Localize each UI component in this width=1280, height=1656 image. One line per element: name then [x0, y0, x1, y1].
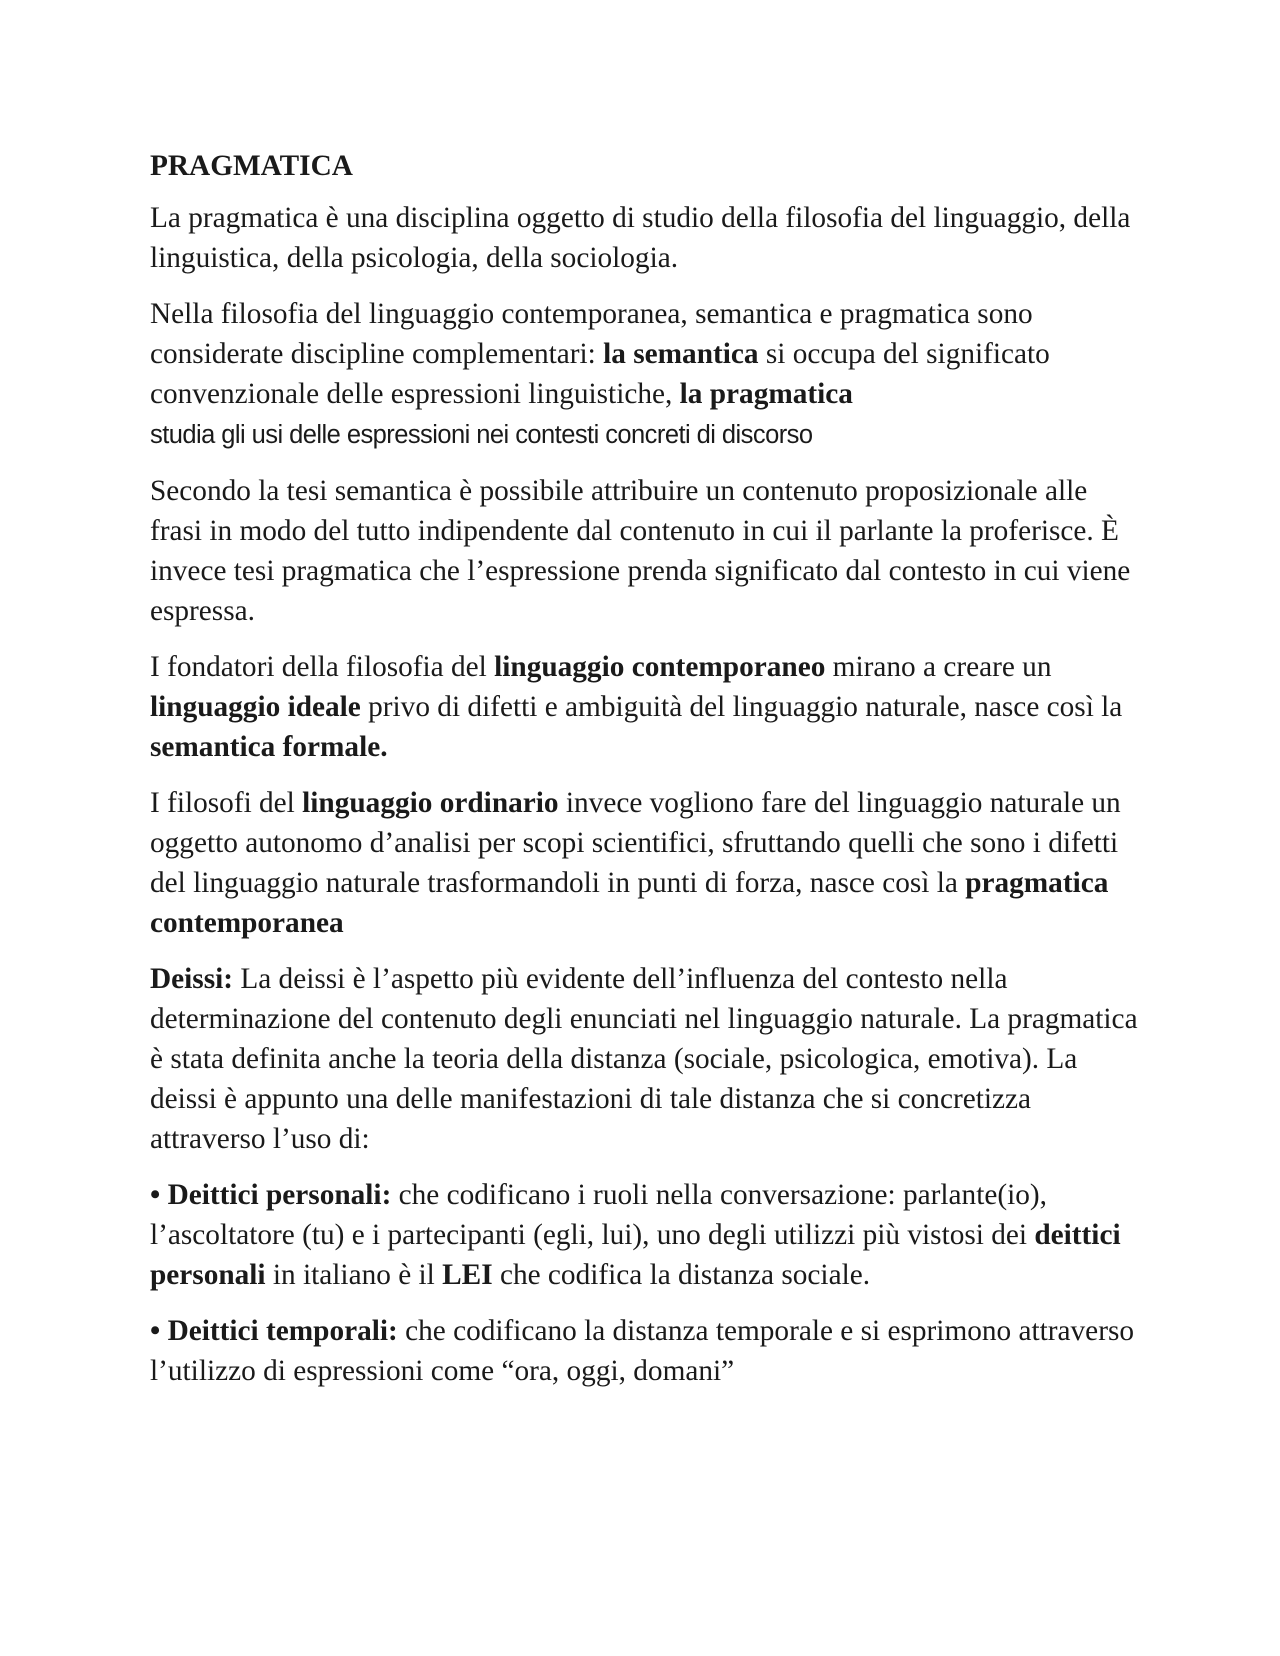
bold-term-pragmatica-contemporanea: pragmatica contemporanea — [150, 867, 1109, 939]
bold-term-pragmatica: la pragmatica — [679, 378, 853, 410]
bold-term-linguaggio-contemporaneo: linguaggio contemporaneo — [494, 651, 826, 683]
bold-term-deissi: Deissi: — [150, 963, 233, 995]
text-run-sans: studia gli usi delle espressioni nei contesti concreti di discorso — [150, 421, 813, 449]
text-run: mirano a creare un — [825, 651, 1052, 683]
text-run: che codificano la distanza temporale e si esprimono attraverso l’utilizzo di espressioni come “ora, oggi, domani” — [150, 1315, 1134, 1387]
text-run: in italiano è il — [265, 1259, 443, 1291]
list-item-deittici-temporali — [150, 1311, 1140, 1391]
bold-term-semantica: la semantica — [603, 338, 759, 370]
bold-term-linguaggio-ordinario: linguaggio ordinario — [302, 787, 559, 819]
text-run: che codifica la distanza sociale. — [492, 1259, 871, 1291]
text-run: La deissi è l’aspetto più evidente dell’influenza del contesto nella determinazione del contenuto degli enunciati nel linguaggio naturale. La pragmatica è stata definita anche la teoria della distanza (sociale, psicologica, emotiva). La deissi è appunto una delle manifestazioni di tale distanza che si concretizza attraverso l’uso di: — [150, 963, 1138, 1155]
paragraph-founders — [150, 647, 1140, 767]
list-item-deittici-personali — [150, 1175, 1140, 1295]
paragraph-semantic-thesis: Secondo la tesi semantica è possibile attribuire un contenuto proposizionale alle frasi in modo del tutto indipendente dal contenuto in cui il parlante la proferisce. È invece tesi pragmatica che l’espressione prenda significato dal contesto in cui viene espressa. — [150, 475, 1131, 627]
bold-term-deittici-personali-inline: deittici personali — [150, 1219, 1121, 1291]
text-run: Nella filosofia del linguaggio contemporanea, semantica e pragmatica sono considerate discipline complementari: — [150, 298, 1033, 370]
bold-term-linguaggio-ideale: linguaggio ideale — [150, 691, 361, 723]
text-run: privo di difetti e ambiguità del linguaggio naturale, nasce così la — [360, 691, 1123, 723]
paragraph-ordinary-language — [150, 783, 1140, 943]
paragraph-intro: La pragmatica è una disciplina oggetto di studio della filosofia del linguaggio, della linguistica, della psicologia, della sociologia. — [150, 202, 1131, 274]
bold-term-deittici-temporali: • Deittici temporali: — [150, 1315, 398, 1347]
text-run: che codificano i ruoli nella conversazione: parlante(io), l’ascoltatore (tu) e i partecipanti (egli, lui), uno degli utilizzi più vistosi dei — [150, 1179, 1047, 1251]
text-run: invece vogliono fare del linguaggio naturale un oggetto autonomo d’analisi per scopi scientifici, sfruttando quelli che sono i difetti del linguaggio naturale trasformandoli in punti di forza, nasce così la — [150, 787, 1121, 899]
bold-term-lei: LEI — [442, 1259, 493, 1291]
paragraph-deissi — [150, 959, 1140, 1159]
bold-term-deittici-personali: • Deittici personali: — [150, 1179, 392, 1211]
paragraph-semantics-pragmatics — [150, 294, 1140, 455]
text-run: si occupa del significato convenzionale delle espressioni linguistiche, — [150, 338, 1050, 410]
page-title: PRAGMATICA — [150, 150, 353, 182]
text-run: I fondatori della filosofia del — [150, 651, 495, 683]
text-run: I filosofi del — [150, 787, 303, 819]
bold-term-semantica-formale: semantica formale. — [150, 731, 388, 763]
